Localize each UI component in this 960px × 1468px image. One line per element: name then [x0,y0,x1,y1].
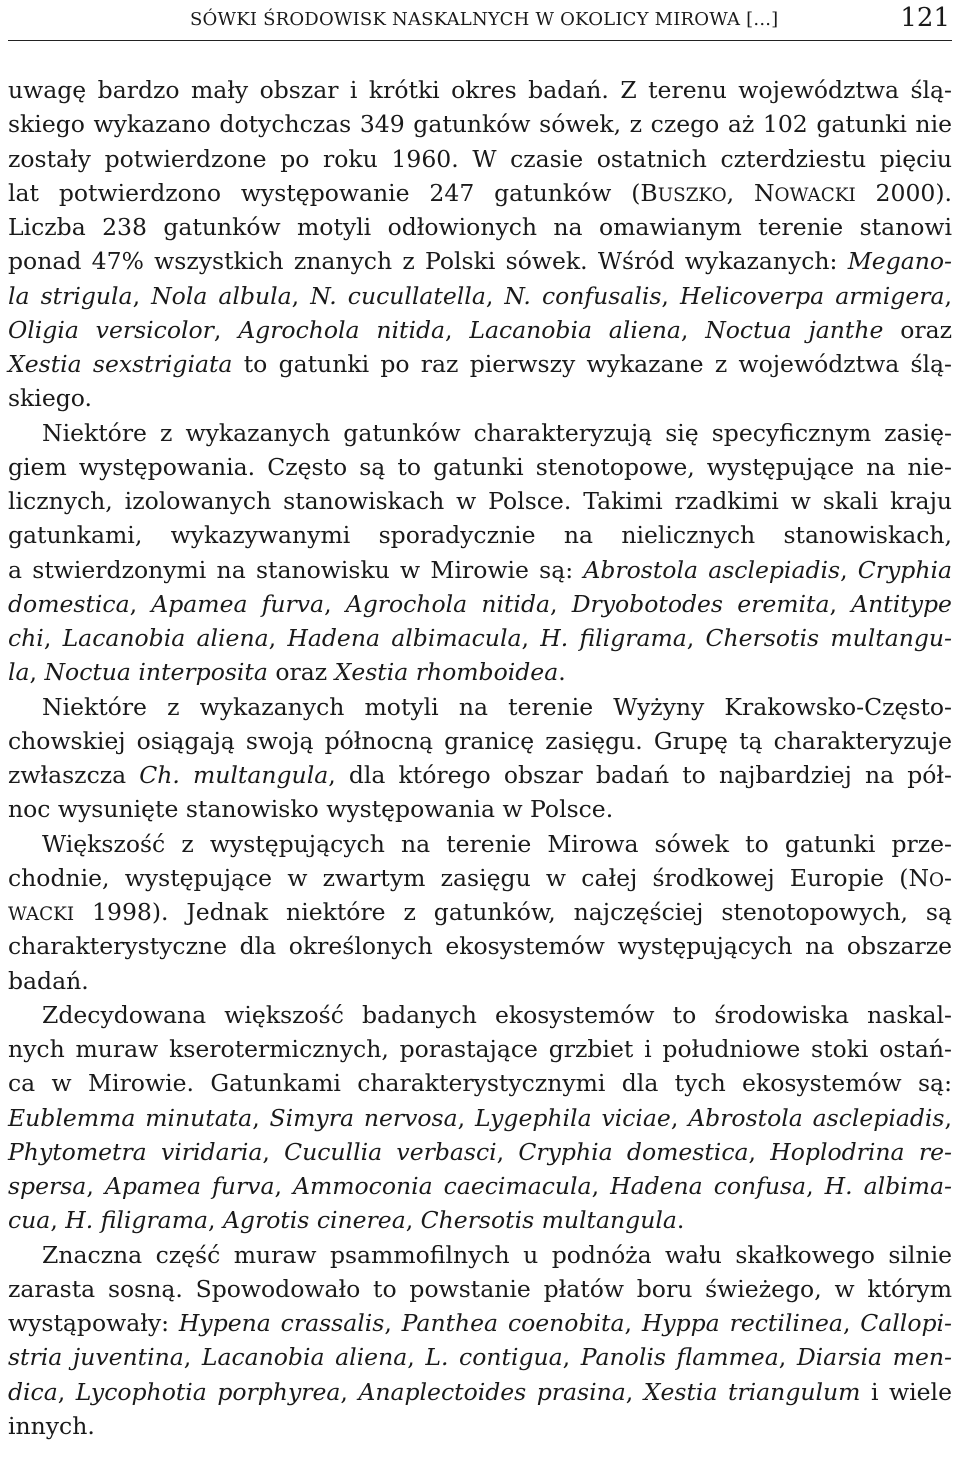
text-line: zarasta sosną. Spowodowało to powstanie płatów boru świeżego, w którym [8,1274,952,1303]
text-line: lat potwierdzono występowanie 247 gatunków (BUSZKO, NOWACKI 2000). [8,178,952,207]
text-line: charakterystyczne dla określonych ekosystemów występujących na obszarze [8,932,952,961]
text-line: chowskiej osiągają swoją północną granicę zasięgu. Grupę tą charakteryzuje [8,726,952,755]
text-line: Większość z występujących na terenie Mirowa sówek to gatunki prze- [42,829,952,858]
text-line: badań. [8,966,89,995]
text-line: giem występowania. Często są to gatunki stenotopowe, występujące na nie- [8,452,952,481]
text-line: chi, Lacanobia aliena, Hadena albimacula, H. filigrama, Chersotis multangu- [8,624,952,652]
text-line: Niektóre z wykazanych gatunków charakteryzują się specyficznym zasię- [42,418,952,447]
text-line: skiego. [8,384,92,413]
running-title: SÓWKI ŚRODOWISK NASKALNYCH W OKOLICY MIROWA [...] [190,9,779,30]
text-line: licznych, izolowanych stanowiskach w Polsce. Takimi rzadkimi w skali kraju [8,487,952,515]
text-line: zostały potwierdzone po roku 1960. W czasie ostatnich czterdziestu pięciu [8,144,952,173]
text-line: nych muraw kserotermicznych, porastające grzbiet i południowe stoki ostań- [8,1035,952,1063]
text-line: Zdecydowana większość badanych ekosystemów to środowiska naskal- [42,1000,952,1029]
text-line: Eublemma minutata, Simyra nervosa, Lygephila viciae, Abrostola asclepiadis, [8,1103,952,1132]
text-line: Oligia versicolor, Agrochola nitida, Lacanobia aliena, Noctua janthe oraz [8,315,952,344]
text-line: WACKI 1998). Jednak niektóre z gatunków, najczęściej stenotopowych, są [8,898,952,926]
text-line: Phytometra viridaria, Cucullia verbasci, Cryphia domestica, Hoplodrina re- [8,1137,952,1166]
text-line: ca w Mirowie. Gatunkami charakterystycznymi dla tych ekosystemów są: [8,1069,952,1098]
text-line: noc wysunięte stanowisko występowania w Polsce. [8,795,614,824]
text-line: Niektóre z wykazanych motyli na terenie Wyżyny Krakowsko-Często- [42,692,952,721]
text-line: gatunkami, wykazywanymi sporadycznie na nielicznych stanowiskach, [8,521,952,550]
text-line: spersa, Apamea furva, Ammoconia caecimacula, Hadena confusa, H. albima- [8,1172,952,1200]
body-text [8,73,952,1443]
text-line: ponad 47% wszystkich znanych z Polski sówek. Wśród wykazanych: Megano- [8,247,952,276]
text-line: Xestia sexstrigiata to gatunki po raz pierwszy wykazane z województwa ślą- [8,350,952,378]
text-line: la strigula, Nola albula, N. cucullatella, N. confusalis, Helicoverpa armigera, [8,281,952,310]
text-line: uwagę bardzo mały obszar i krótki okres badań. Z terenu województwa ślą- [8,76,952,104]
text-line: Znaczna część muraw psammofilnych u podnóża wału skałkowego silnie [42,1240,952,1269]
text-line: wystąpowały: Hypena crassalis, Panthea coenobita, Hyppa rectilinea, Callopi- [8,1309,952,1337]
text-line: domestica, Apamea furva, Agrochola nitida, Dryobotodes eremita, Antitype [8,589,952,618]
text-line: innych. [8,1411,95,1440]
text-line: skiego wykazano dotychczas 349 gatunków sówek, z czego aż 102 gatunki nie [8,110,952,139]
text-line: chodnie, występujące w zwartym zasięgu w całej środkowej Europie (NO- [8,863,952,892]
text-line: zwłaszcza Ch. multangula, dla którego obszar badań to najbardziej na pół- [8,761,952,789]
text-line: Liczba 238 gatunków motyli odłowionych na omawianym terenie stanowi [8,213,952,241]
text-line: la, Noctua interposita oraz Xestia rhomboidea. [8,658,566,687]
text-line: cua, H. filigrama, Agrotis cinerea, Chersotis multangula. [8,1206,685,1235]
text-line: a stwierdzonymi na stanowisku w Mirowie są: Abrostola asclepiadis, Cryphia [8,555,952,584]
running-header [8,0,952,41]
text-line: dica, Lycophotia porphyrea, Anaplectoides prasina, Xestia triangulum i wiele [8,1377,952,1406]
text-line: stria juventina, Lacanobia aliena, L. contigua, Panolis flammea, Diarsia men- [8,1343,952,1372]
page-number: 121 [900,3,950,33]
